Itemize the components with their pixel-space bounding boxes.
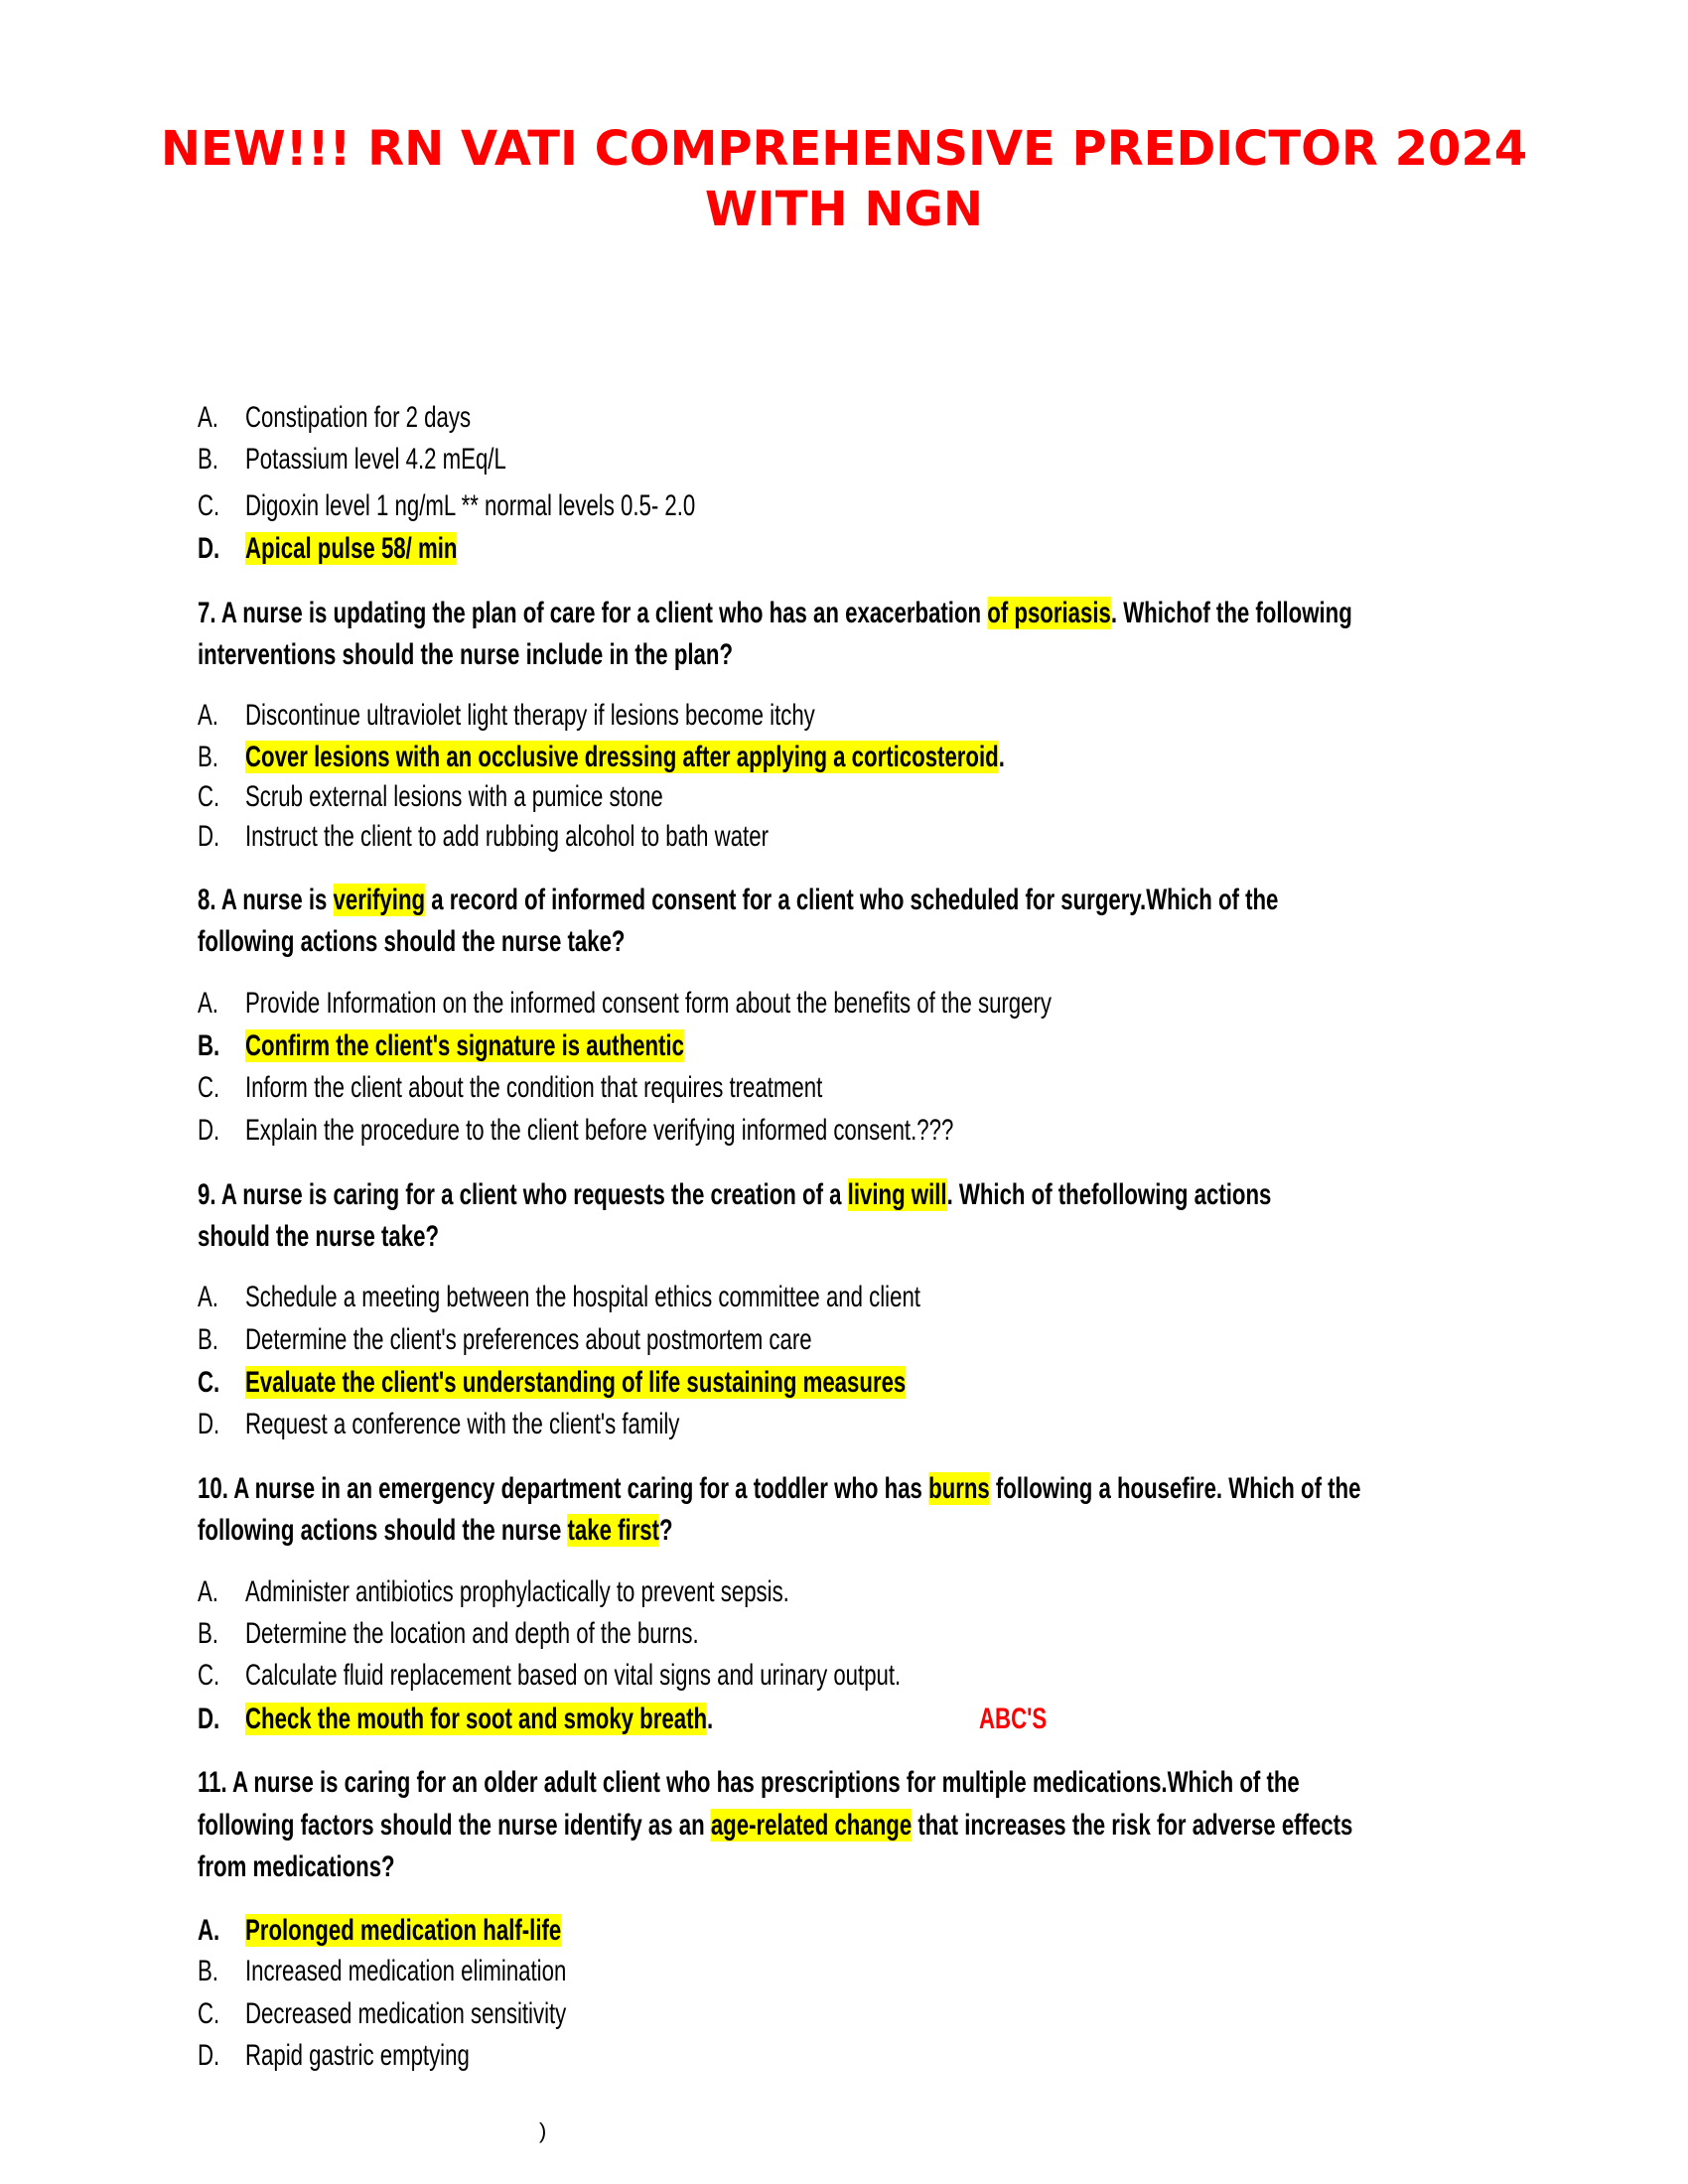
text-segment: following actions should the nurse xyxy=(198,1514,568,1547)
option-letter-text: A. xyxy=(198,1575,218,1608)
correct-answer-text xyxy=(245,737,1272,778)
option-text-inner xyxy=(245,1319,812,1361)
option-text-inner xyxy=(245,1571,789,1613)
answer-option[interactable] xyxy=(0,983,1688,1024)
answer-option[interactable] xyxy=(0,1571,1688,1613)
option-letter-text: C. xyxy=(198,489,220,522)
option-text-inner xyxy=(245,2035,470,2077)
text-segment: Inform the client about the condition that requires treatment xyxy=(245,1071,823,1104)
answer-option[interactable] xyxy=(0,1910,1688,1952)
question-text xyxy=(198,1468,1360,1510)
option-text xyxy=(245,1571,980,1613)
text-segment: 9. A nurse is caring for a client who requests the creation of a xyxy=(198,1178,848,1211)
question-text-line xyxy=(198,1216,523,1258)
option-letter xyxy=(198,1655,227,1697)
option-letter-text: B. xyxy=(198,1955,218,1987)
text-segment: should the nurse take? xyxy=(198,1220,440,1253)
option-letter-text: C. xyxy=(198,1366,220,1399)
answer-option[interactable] xyxy=(0,1067,1688,1109)
highlighted-text: age-related change xyxy=(710,1809,913,1842)
text-segment: Scrub external lesions with a pumice stone xyxy=(245,780,663,813)
option-letter xyxy=(198,439,225,480)
text-segment: Determine the location and depth of the burns. xyxy=(245,1617,699,1650)
option-text xyxy=(245,776,810,818)
text-segment: 7. A nurse is updating the plan of care for a client who has an exacerbation xyxy=(198,597,988,629)
option-text-inner xyxy=(245,695,815,737)
footer-mark: ) xyxy=(539,2118,547,2143)
option-letter xyxy=(198,1362,227,1404)
option-text xyxy=(245,439,598,480)
answer-option[interactable] xyxy=(0,1699,1688,1740)
option-text-inner xyxy=(245,485,695,527)
option-text-inner xyxy=(245,1655,901,1697)
highlighted-text: Apical pulse 58/ min xyxy=(245,532,458,565)
option-letter xyxy=(198,1613,225,1655)
option-letter xyxy=(198,1319,225,1361)
text-segment: Increased medication elimination xyxy=(245,1955,567,1987)
text-segment: Determine the client's preferences about postmortem care xyxy=(245,1323,812,1356)
option-letter-text: C. xyxy=(198,1659,220,1692)
option-text xyxy=(245,1404,832,1445)
text-segment: Calculate fluid replacement based on vital signs and urinary output. xyxy=(245,1659,902,1692)
text-segment: . Whichof the following xyxy=(1110,597,1352,629)
text-segment: Administer antibiotics prophylactically to prevent sepsis. xyxy=(245,1575,789,1608)
option-letter xyxy=(198,816,227,858)
option-text xyxy=(245,983,1335,1024)
option-text-inner xyxy=(245,397,471,439)
option-text-inner xyxy=(245,1277,920,1318)
option-letter-text: A. xyxy=(198,401,218,434)
option-letter xyxy=(198,2035,227,2077)
option-text xyxy=(245,1655,1131,1697)
option-letter xyxy=(198,1993,227,2035)
answer-option[interactable] xyxy=(0,397,1688,439)
answer-option[interactable] xyxy=(0,1993,1688,2035)
option-letter xyxy=(198,695,225,737)
option-letter xyxy=(198,737,225,778)
text-segment: Schedule a meeting between the hospital ethics committee and client xyxy=(245,1281,920,1313)
document-title-line-2: WITH NGN xyxy=(704,182,984,237)
answer-option[interactable] xyxy=(0,1319,1688,1361)
question-text-line xyxy=(198,593,1688,634)
answer-option[interactable] xyxy=(0,737,1688,778)
question-text xyxy=(198,921,625,963)
option-letter xyxy=(198,528,227,570)
question-text xyxy=(198,593,1352,634)
text-segment: Provide Information on the informed consent form about the benefits of the surgery xyxy=(245,987,1052,1020)
option-text xyxy=(245,397,550,439)
option-letter xyxy=(198,1277,225,1318)
highlighted-text: Check the mouth for soot and smoky breath xyxy=(245,1703,708,1735)
text-segment: Digoxin level 1 ng/mL ** normal levels 0.5- 2.0 xyxy=(245,489,696,522)
highlighted-text: take first xyxy=(567,1514,660,1547)
option-text-inner xyxy=(245,528,457,570)
question-text xyxy=(198,1805,1352,1846)
option-letter-text: B. xyxy=(198,1029,220,1062)
text-segment: Discontinue ultraviolet light therapy if lesions become itchy xyxy=(245,699,815,732)
question-text-line xyxy=(198,1805,1688,1846)
option-text xyxy=(245,1067,1025,1109)
answer-option[interactable] xyxy=(0,816,1688,858)
answer-option[interactable] xyxy=(0,1277,1688,1318)
option-letter-text: A. xyxy=(198,1914,220,1947)
answer-option[interactable] xyxy=(0,1613,1688,1655)
option-letter xyxy=(198,1910,227,1952)
text-segment: following actions should the nurse take? xyxy=(198,925,626,958)
option-text xyxy=(245,816,952,858)
text-segment: from medications? xyxy=(198,1850,395,1883)
option-text-inner xyxy=(245,439,506,480)
option-letter xyxy=(198,397,225,439)
text-segment: interventions should the nurse include in the plan? xyxy=(198,638,734,671)
option-text-inner xyxy=(245,1993,566,2035)
option-letter xyxy=(198,1067,227,1109)
question-text-line xyxy=(198,1762,1687,1804)
option-letter-text: D. xyxy=(198,532,220,565)
option-letter-text: C. xyxy=(198,1071,220,1104)
highlighted-text: Prolonged medication half-life xyxy=(245,1914,562,1947)
question-text-line xyxy=(198,880,1658,921)
question-text xyxy=(198,1174,1271,1216)
text-segment: following factors should the nurse identify as an xyxy=(198,1809,711,1842)
text-segment: Explain the procedure to the client before verifying informed consent.??? xyxy=(245,1114,954,1147)
highlighted-text: Cover lesions with an occlusive dressing after applying a corticosteroid xyxy=(245,741,999,773)
option-letter-text: D. xyxy=(198,820,220,853)
highlighted-text: verifying xyxy=(333,884,426,916)
option-letter-text: A. xyxy=(198,1281,218,1313)
option-text-inner xyxy=(245,1613,699,1655)
option-letter xyxy=(198,1404,227,1445)
highlighted-text: Confirm the client's signature is authentic xyxy=(245,1029,684,1062)
text-segment: 11. A nurse is caring for an older adult client who has prescriptions for multiple medications.Which of the xyxy=(198,1766,1300,1799)
option-letter xyxy=(198,1025,227,1067)
option-letter-text: D. xyxy=(198,1408,220,1440)
text-segment: ? xyxy=(659,1514,673,1547)
option-text-inner xyxy=(245,737,1005,778)
answer-option[interactable] xyxy=(0,776,1688,818)
question-text-line xyxy=(198,921,775,963)
annotation-note-text: ABC'S xyxy=(979,1703,1048,1735)
answer-option[interactable] xyxy=(0,1655,1688,1697)
answer-option[interactable] xyxy=(0,1362,1688,1404)
text-segment: . Which of thefollowing actions xyxy=(946,1178,1272,1211)
option-letter-text: A. xyxy=(198,699,218,732)
option-letter xyxy=(198,1110,227,1152)
answer-option[interactable] xyxy=(0,2035,1688,2077)
highlighted-text: Evaluate the client's understanding of life sustaining measures xyxy=(245,1366,907,1399)
question-text-line xyxy=(198,1174,1648,1216)
option-text xyxy=(245,1993,679,2035)
answer-option[interactable] xyxy=(0,485,1688,527)
answer-option[interactable] xyxy=(0,1025,1688,1067)
text-segment: 10. A nurse in an emergency department caring for a toddler who has xyxy=(198,1472,929,1505)
text-segment: Request a conference with the client's family xyxy=(245,1408,680,1440)
option-text xyxy=(245,1110,1202,1152)
text-segment: that increases the risk for adverse effects xyxy=(912,1809,1353,1842)
correct-answer-text xyxy=(245,1025,838,1067)
text-segment: . xyxy=(998,741,1005,773)
option-letter-text: B. xyxy=(198,741,218,773)
option-text xyxy=(245,485,854,527)
answer-option[interactable] xyxy=(0,528,1688,570)
highlighted-text: burns xyxy=(928,1472,990,1505)
option-text-inner xyxy=(245,1362,906,1404)
question-text-line xyxy=(198,1846,464,1888)
option-text xyxy=(245,1951,679,1992)
question-text xyxy=(198,1762,1300,1804)
option-text xyxy=(245,1319,1011,1361)
option-text xyxy=(245,1277,1158,1318)
question-text-line xyxy=(198,1468,1688,1510)
answer-option[interactable] xyxy=(0,695,1688,737)
option-text-inner xyxy=(245,983,1052,1024)
correct-answer-text xyxy=(245,528,531,570)
correct-answer-text xyxy=(245,1910,672,1952)
text-segment: . xyxy=(707,1703,714,1735)
text-segment: 8. A nurse is xyxy=(198,884,334,916)
answer-option[interactable] xyxy=(0,1404,1688,1445)
text-segment: Constipation for 2 days xyxy=(245,401,472,434)
option-text-inner xyxy=(245,1110,953,1152)
option-letter-text: D. xyxy=(198,1114,220,1147)
text-segment: following a housefire. Which of the xyxy=(989,1472,1361,1505)
option-letter-text: C. xyxy=(198,780,220,813)
annotation-note xyxy=(979,1699,1070,1740)
option-text-inner xyxy=(245,1404,679,1445)
option-letter-text: B. xyxy=(198,1323,218,1356)
option-text-inner xyxy=(245,816,769,858)
option-letter-text: D. xyxy=(198,2039,220,2072)
highlighted-text: living will xyxy=(847,1178,947,1211)
option-letter xyxy=(198,983,225,1024)
correct-answer-text xyxy=(245,1362,1138,1404)
option-text-inner xyxy=(245,1951,566,1992)
option-text xyxy=(245,695,1015,737)
highlighted-text: of psoriasis xyxy=(987,597,1111,629)
option-text-inner xyxy=(245,1910,561,1952)
answer-option[interactable] xyxy=(0,1110,1688,1152)
text-segment: Potassium level 4.2 mEq/L xyxy=(245,443,506,476)
text-segment: Decreased medication sensitivity xyxy=(245,1997,567,2030)
option-text-inner xyxy=(245,776,663,818)
document-title-line-1: NEW!!! RN VATI COMPREHENSIVE PREDICTOR 2024 xyxy=(160,121,1528,177)
answer-option[interactable] xyxy=(0,1951,1688,1992)
option-letter-text: B. xyxy=(198,443,218,476)
option-text xyxy=(245,2035,548,2077)
option-letter-text: D. xyxy=(198,1703,220,1735)
text-segment: Rapid gastric emptying xyxy=(245,2039,470,2072)
option-letter-text: A. xyxy=(198,987,218,1020)
question-text-line xyxy=(198,1510,840,1552)
option-letter xyxy=(198,485,227,527)
option-letter xyxy=(198,1571,225,1613)
text-segment: Instruct the client to add rubbing alcohol to bath water xyxy=(245,820,769,853)
option-text-inner xyxy=(245,1699,713,1740)
question-text xyxy=(198,880,1278,921)
text-segment: a record of informed consent for a client who scheduled for surgery.Which of the xyxy=(425,884,1279,916)
question-text xyxy=(198,634,733,676)
question-text-line xyxy=(198,634,920,676)
option-text xyxy=(245,1613,858,1655)
question-text xyxy=(198,1216,439,1258)
question-text xyxy=(198,1846,395,1888)
option-letter-text: C. xyxy=(198,1997,220,2030)
option-letter-text: B. xyxy=(198,1617,218,1650)
question-text xyxy=(198,1510,673,1552)
option-text-inner xyxy=(245,1067,822,1109)
option-text-inner xyxy=(245,1025,684,1067)
option-letter xyxy=(198,1951,225,1992)
option-letter xyxy=(198,776,227,818)
option-letter xyxy=(198,1699,227,1740)
answer-option[interactable] xyxy=(0,439,1688,480)
correct-answer-text xyxy=(245,1699,878,1740)
